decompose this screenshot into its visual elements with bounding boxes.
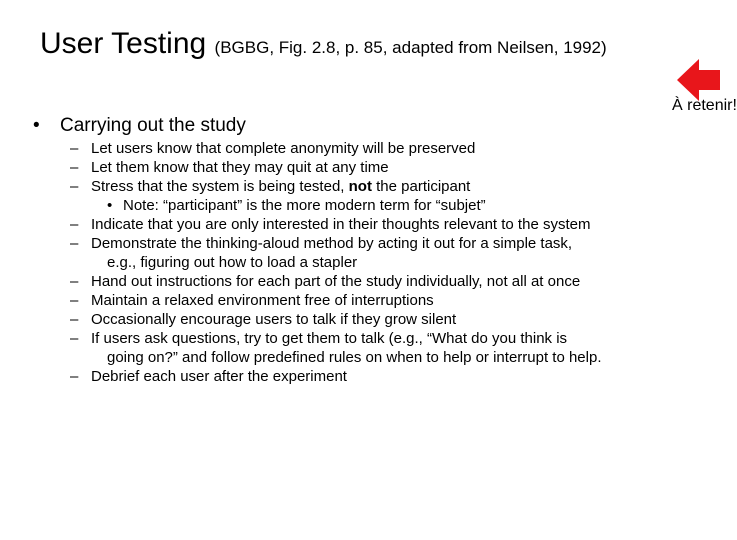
main-bullet [33, 114, 246, 138]
list-item-text: Debrief each user after the experiment [91, 368, 347, 385]
list-item-text: Let them know that they may quit at any time [91, 159, 389, 176]
list-item-continuation: going on?” and follow predefined rules on when to help or interrupt to help. [107, 349, 602, 366]
sub-bullet-list [70, 139, 602, 386]
list-item [70, 234, 602, 272]
dash-marker: – [70, 368, 79, 385]
list-item-text: If users ask questions, try to get them to talk (e.g., “What do you think is [91, 330, 568, 347]
list-item [70, 310, 602, 329]
note-text: Note: “participant” is the more modern term for “subjet” [123, 197, 486, 214]
list-item [70, 215, 602, 234]
left-arrow-icon [677, 59, 720, 101]
list-item-text: Demonstrate the thinking-aloud method by acting it out for a simple task, [91, 235, 573, 252]
list-item [70, 158, 602, 177]
list-item [70, 329, 602, 367]
slide-title [40, 26, 607, 66]
dash-marker: – [70, 216, 79, 233]
main-bullet-text: Carrying out the study [60, 115, 246, 136]
callout-label: À retenir! [672, 97, 737, 114]
list-item-text: Maintain a relaxed environment free of interruptions [91, 292, 434, 309]
dash-marker: – [70, 273, 79, 290]
list-item-text: Occasionally encourage users to talk if they grow silent [91, 311, 457, 328]
dash-marker: – [70, 292, 79, 309]
list-item-text: Indicate that you are only interested in their thoughts relevant to the system [91, 216, 591, 233]
note-item [70, 196, 602, 215]
list-item-text: Stress that the system is being tested, [91, 178, 349, 195]
dash-marker: – [70, 235, 79, 252]
dash-marker: – [70, 178, 79, 195]
title-subtitle: (BGBG, Fig. 2.8, p. 85, adapted from Neilsen, 1992) [214, 38, 607, 57]
list-item-text: Hand out instructions for each part of the study individually, not all at once [91, 273, 581, 290]
note-marker: • [107, 197, 113, 214]
emphasis-not: not [348, 178, 372, 195]
dash-marker: – [70, 311, 79, 328]
list-item-text: Let users know that complete anonymity will be preserved [91, 140, 476, 157]
list-item [70, 367, 602, 386]
list-item-continuation: e.g., figuring out how to load a stapler [107, 254, 358, 271]
bullet-marker: • [33, 115, 40, 136]
list-item [70, 272, 602, 291]
list-item [70, 177, 602, 196]
dash-marker: – [70, 330, 79, 347]
list-item [70, 291, 602, 310]
list-item-text-end: the participant [371, 178, 471, 195]
title-main: User Testing [40, 27, 207, 60]
list-item [70, 139, 602, 158]
dash-marker: – [70, 159, 79, 176]
dash-marker: – [70, 140, 79, 157]
